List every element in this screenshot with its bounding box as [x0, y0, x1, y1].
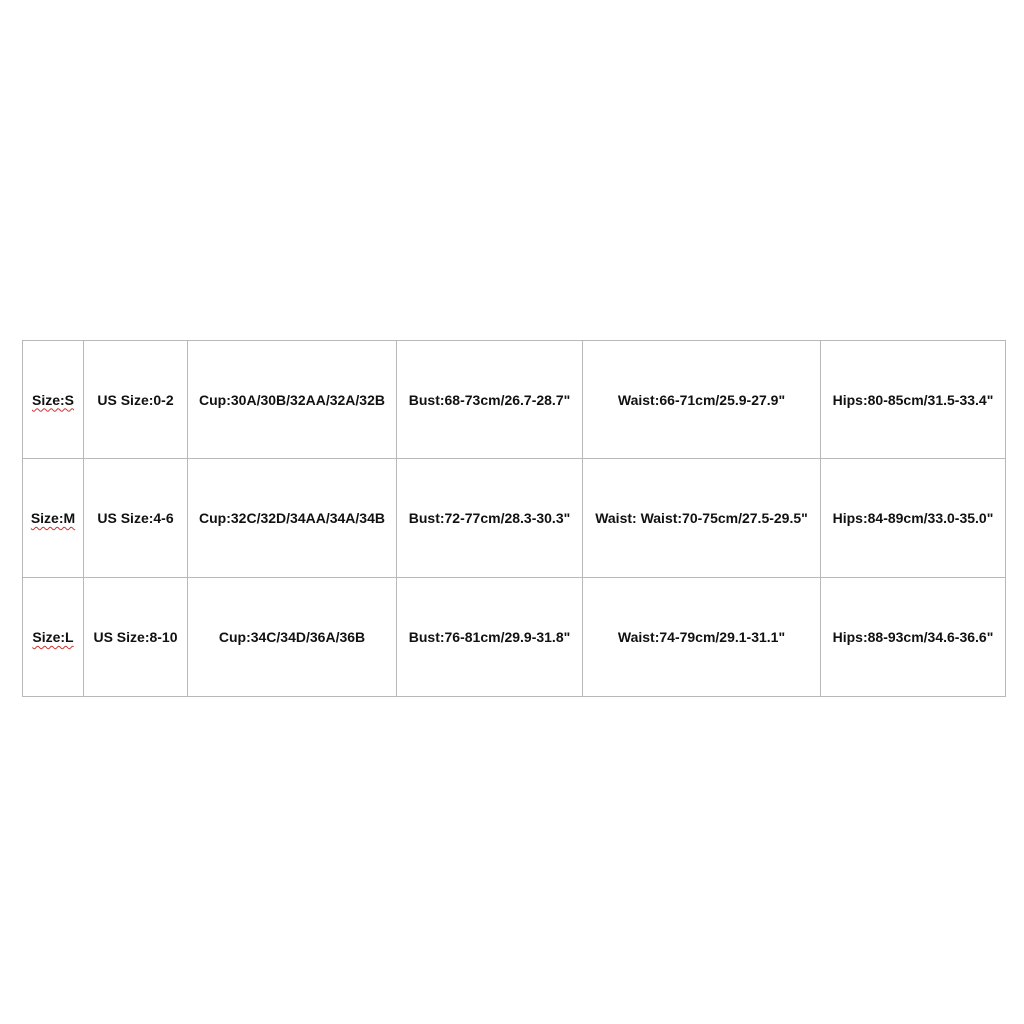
bust-cell: Bust:76-81cm/29.9-31.8": [397, 578, 583, 697]
size-label: Size:M: [30, 510, 76, 526]
hips-cell: Hips:84-89cm/33.0-35.0": [821, 459, 1006, 578]
size-label: Size:L: [32, 629, 74, 645]
waist-cell: Waist: Waist:70-75cm/27.5-29.5": [583, 459, 821, 578]
table-row: [23, 459, 1006, 578]
table-row: [23, 341, 1006, 459]
cup-cell: Cup:32C/32D/34AA/34A/34B: [188, 459, 397, 578]
waist-cell: Waist:74-79cm/29.1-31.1": [583, 578, 821, 697]
table-row: [23, 578, 1006, 697]
size-cell: [23, 459, 84, 578]
size-label: Size:S: [31, 391, 74, 408]
bust-cell: Bust:68-73cm/26.7-28.7": [397, 341, 583, 459]
us-size-cell: US Size:4-6: [84, 459, 188, 578]
waist-cell: Waist:66-71cm/25.9-27.9": [583, 341, 821, 459]
us-size-cell: US Size:8-10: [84, 578, 188, 697]
bust-cell: Bust:72-77cm/28.3-30.3": [397, 459, 583, 578]
hips-cell: Hips:80-85cm/31.5-33.4": [821, 341, 1006, 459]
hips-cell: Hips:88-93cm/34.6-36.6": [821, 578, 1006, 697]
cup-cell: Cup:34C/34D/36A/36B: [188, 578, 397, 697]
us-size-cell: US Size:0-2: [84, 341, 188, 459]
size-cell: [23, 341, 84, 459]
size-chart-table: [22, 340, 1006, 697]
size-cell: [23, 578, 84, 697]
cup-cell: Cup:30A/30B/32AA/32A/32B: [188, 341, 397, 459]
